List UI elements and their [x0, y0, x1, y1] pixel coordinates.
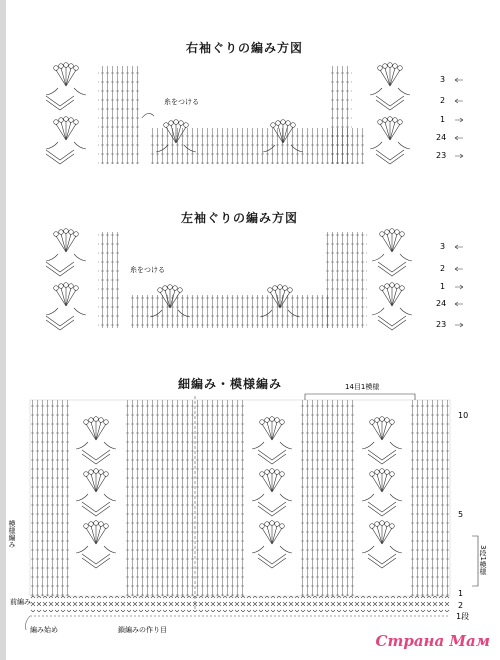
right-armhole-title: 右袖ぐりの編み方図: [186, 41, 304, 55]
row-label: 2: [440, 264, 446, 273]
watermark-logo: [376, 632, 490, 650]
edge-side-label: 前編み: [10, 598, 31, 606]
foundation-chain-label: 鎖編みの作り目: [118, 626, 167, 634]
row-label: 2: [458, 601, 464, 610]
left-armhole-chart: [46, 229, 412, 330]
row-label: 2: [440, 96, 446, 105]
row-label: 10: [458, 411, 469, 420]
watermark-text: Страна Мам: [375, 632, 490, 650]
row-label: 3: [440, 242, 446, 251]
row-label: 23: [436, 320, 447, 329]
pattern-stitch-title: 細編み・模様編み: [178, 377, 283, 391]
left-attach-yarn-note: 糸をつける: [130, 266, 165, 274]
three-row-repeat-label: 3段1模様: [479, 545, 487, 575]
pattern-stitch-chart: [26, 394, 479, 630]
row-label: 5: [458, 510, 464, 519]
row-label: 1: [458, 589, 464, 598]
left-row-arrows: [455, 245, 463, 327]
row-label: 3: [440, 75, 446, 84]
pattern-row-numbers: [456, 411, 469, 621]
pattern-side-label: 模様編み: [8, 520, 16, 548]
row-label: 1: [440, 282, 446, 291]
right-row-numbers: [436, 75, 446, 160]
left-row-numbers: [436, 242, 446, 329]
row-label: 24: [436, 299, 447, 308]
right-attach-yarn-note: 糸をつける: [164, 98, 199, 106]
right-armhole-chart: [46, 63, 410, 164]
repeat-stitch-label: 14目1模様: [345, 383, 380, 391]
row-label: 24: [436, 133, 447, 142]
left-armhole-title: 左袖ぐりの編み方図: [181, 211, 299, 225]
right-row-arrows: [455, 78, 463, 158]
start-label: 編み始め: [30, 626, 58, 634]
row-label: 23: [436, 151, 447, 160]
row-label: 1段: [456, 612, 470, 621]
row-label: 1: [440, 115, 446, 124]
